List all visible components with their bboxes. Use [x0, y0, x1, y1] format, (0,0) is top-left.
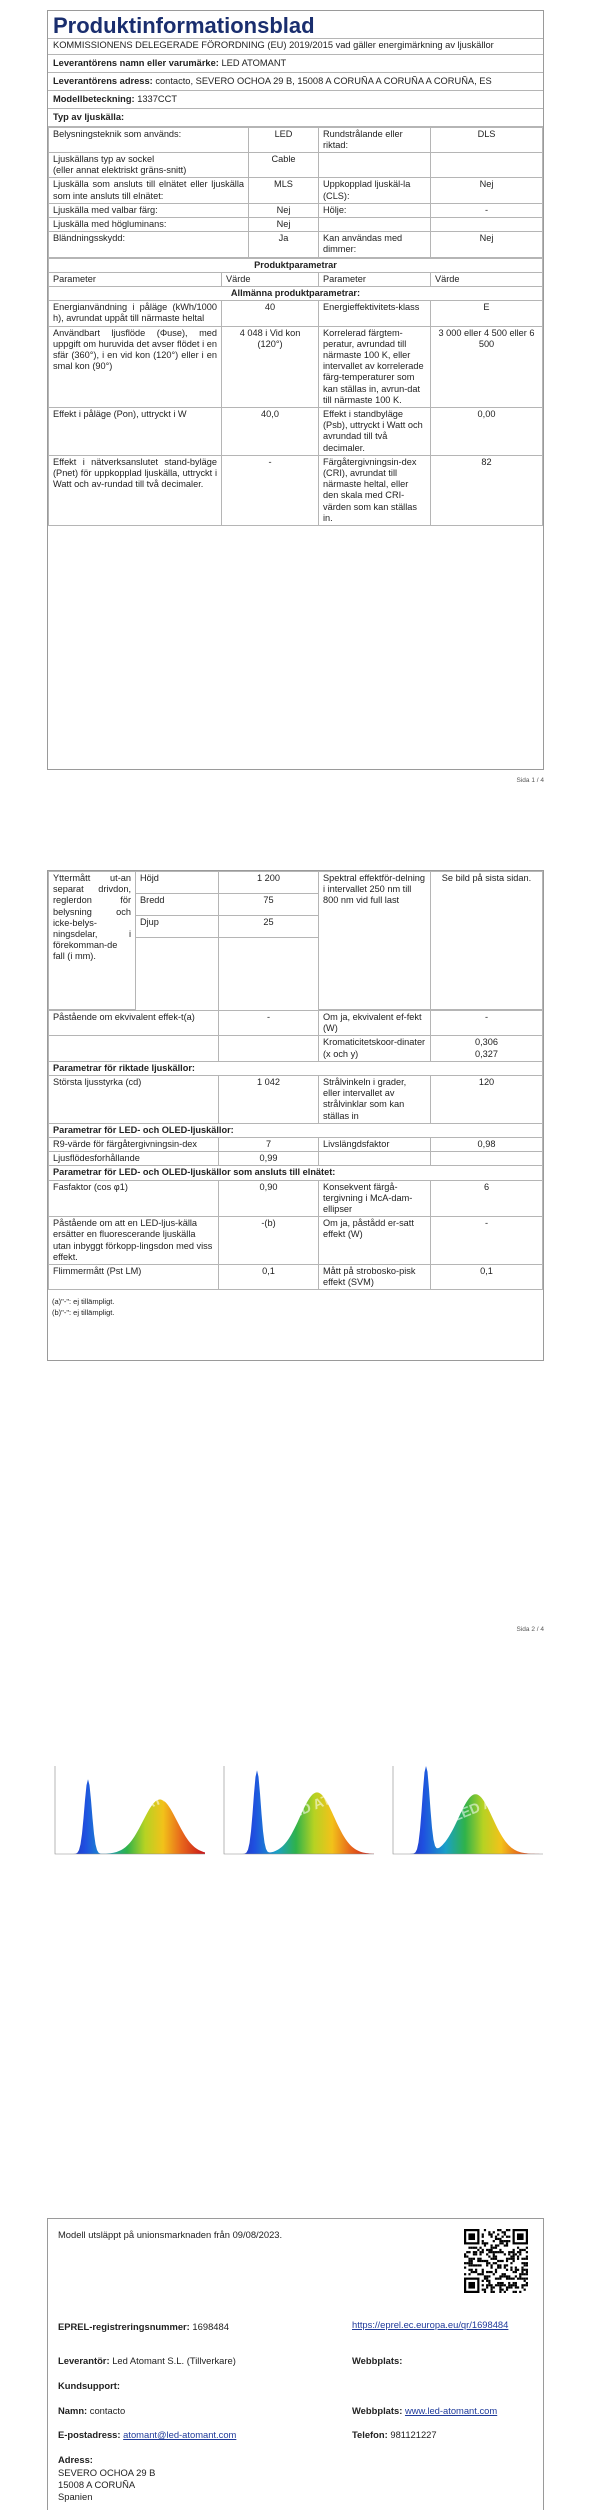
general-param-param: Energianvändning i påläge (kWh/1000 h), avrundat uppåt till närmaste heltal: [49, 301, 222, 326]
email-row: [58, 2429, 236, 2441]
spectrum-plot: [45, 1762, 210, 1866]
mains-param-value-2: 0,1: [431, 1265, 543, 1290]
address-line-1: SEVERO OCHOA 29 B: [58, 2467, 156, 2478]
mains-param-value: 0,90: [219, 1180, 319, 1217]
spectrum-plot: [383, 1762, 548, 1866]
mains-param-param: Påstående om att en LED-ljus-källa ersätter en fluorescerande ljuskälla utan inbyggt förkopp-lingsdon med viss effekt.: [49, 1217, 219, 1265]
mains-param-row: [49, 1217, 543, 1265]
light-type-heading: Typ av ljuskälla:: [48, 109, 543, 127]
placed-on-market: Modell utsläppt på unionsmarknaden från 09/08/2023.: [58, 2229, 283, 2240]
directional-param-row: [49, 1076, 543, 1124]
general-param-value-2: 3 000 eller 4 500 eller 6 500: [431, 326, 543, 407]
general-param-param-2: Färgåtergivningsin-dex (CRI), avrundat till närmaste heltal, eller den skala med CRI-värden som kan ställas in.: [319, 455, 431, 525]
light-type-row: [49, 203, 543, 217]
dim-width-label: Bredd: [136, 893, 219, 915]
page-1-sheet: [47, 10, 544, 770]
light-type-value-2: [431, 152, 543, 177]
name-row: [58, 2405, 125, 2417]
light-type-param-2: Hölje:: [319, 203, 431, 217]
light-type-param-2: Rundstrålande eller riktad:: [319, 127, 431, 152]
mains-param-param-2: Om ja, påstådd er-satt effekt (W): [319, 1217, 431, 1265]
general-params-title: Allmänna produktparametrar:: [49, 286, 543, 300]
equiv-param-param-2: Kromaticitetskoor-dinater (x och y): [319, 1036, 431, 1061]
watermark-logo: LED ATOMANT: [450, 1771, 548, 1825]
led-param-value: 7: [219, 1138, 319, 1152]
spectral-chart-6500k: [383, 1762, 548, 1866]
mains-param-param-2: Konsekvent färgå-tergivning i McA-dam-ellipser: [319, 1180, 431, 1217]
general-param-param-2: Energieffektivitets-klass: [319, 301, 431, 326]
led-title: Parametrar för LED- och OLED-ljuskällor:: [49, 1123, 543, 1137]
general-param-value-2: 0,00: [431, 407, 543, 455]
col-header-value: Värde: [222, 272, 319, 286]
dim-depth-label: Djup: [136, 915, 219, 937]
page-title: Produktinformationsblad: [48, 11, 543, 39]
spectral-charts: [45, 1762, 550, 1866]
dim-spacer: [136, 937, 219, 1010]
light-type-param: Bländningsskydd:: [49, 232, 249, 257]
dim-height-value: 1 200: [219, 872, 319, 894]
eprel-link[interactable]: https://eprel.ec.europa.eu/qr/1698484: [352, 2319, 509, 2330]
general-param-row: [49, 455, 543, 525]
led-param-param-2: [319, 1152, 431, 1166]
spectral-value: Se bild på sista sidan.: [431, 872, 543, 1010]
model-label: Modellbeteckning:: [53, 93, 135, 104]
light-type-value-2: [431, 217, 543, 231]
led-param-row: [49, 1152, 543, 1166]
equiv-param-value: -: [219, 1011, 319, 1036]
supplier-name-value: LED ATOMANT: [221, 57, 287, 68]
support-label: Kundsupport:: [58, 2380, 120, 2391]
dimensions-table: [48, 871, 543, 1010]
col-header-param: Parameter: [49, 272, 222, 286]
address-line-2: 15008 A CORUÑA: [58, 2479, 136, 2490]
website2-row: [352, 2405, 497, 2417]
mains-param-row: [49, 1265, 543, 1290]
website2-label: Webbplats:: [352, 2405, 403, 2416]
page2-params-table: [48, 1010, 543, 1290]
light-type-param: Ljuskällans typ av sockel (eller annat elektriskt gräns-snitt): [49, 152, 249, 177]
equiv-param-value-2: 0,306 0,327: [431, 1036, 543, 1061]
light-type-value: Nej: [249, 217, 319, 231]
address-line-3: Spanien: [58, 2491, 93, 2502]
phone-label: Telefon:: [352, 2429, 388, 2440]
light-type-param: Ljuskälla med högluminans:: [49, 217, 249, 231]
product-params-table: [48, 258, 543, 526]
led-param-value-2: 0,98: [431, 1138, 543, 1152]
mains-param-value-2: 6: [431, 1180, 543, 1217]
led-param-param: R9-värde för färgåtergivningsin-dex: [49, 1138, 219, 1152]
directional-title: Parametrar för riktade ljuskällor:: [49, 1061, 543, 1075]
mains-param-param: Fasfaktor (cos φ1): [49, 1180, 219, 1217]
light-type-param-2: Uppkopplad ljuskäl-la (CLS):: [319, 178, 431, 203]
mains-param-row: [49, 1180, 543, 1217]
website-link[interactable]: www.led-atomant.com: [404, 2405, 498, 2416]
supplier-address-label: Leverantörens adress:: [53, 75, 153, 86]
supplier-name-label: Leverantörens namn eller varumärke:: [53, 57, 219, 68]
mains-param-value: -(b): [219, 1217, 319, 1265]
email-label: E-postadress:: [58, 2429, 121, 2440]
light-type-param: Ljuskälla som ansluts till elnätet eller ljuskälla som inte ansluts till elnätet:: [49, 178, 249, 203]
spectrum-plot: [214, 1762, 379, 1866]
light-type-param: Ljuskälla med valbar färg:: [49, 203, 249, 217]
supplier-address-value: contacto, SEVERO OCHOA 29 B, 15008 A CORUÑA A CORUÑA A CORUÑA, ES: [155, 75, 492, 86]
params-section-title: Produktparametrar: [49, 258, 543, 272]
general-param-value-2: 82: [431, 455, 543, 525]
mains-param-value-2: -: [431, 1217, 543, 1265]
light-type-value: LED: [249, 127, 319, 152]
dimensions-label: Yttermått ut-an separat drivdon, reglerdon för belysning och icke-belys-ningsdelar, i förekomman-de fall (i mm).: [49, 872, 136, 1010]
light-type-table: [48, 127, 543, 258]
phone-row: [352, 2429, 437, 2441]
email-link[interactable]: atomant@led-atomant.com: [123, 2429, 237, 2440]
page-number-1: Sida 1 / 4: [516, 777, 544, 784]
mains-param-value: 0,1: [219, 1265, 319, 1290]
supplier-address-row: [48, 73, 543, 91]
equiv-param-row: [49, 1011, 543, 1036]
general-param-row: [49, 407, 543, 455]
light-type-value: MLS: [249, 178, 319, 203]
mains-title: Parametrar för LED- och OLED-ljuskällor som ansluts till elnätet:: [49, 1166, 543, 1180]
general-param-value: 40,0: [222, 407, 319, 455]
model-value: 1337CCT: [137, 93, 178, 104]
phone-value: 981121227: [390, 2429, 437, 2440]
page-number-2: Sida 2 / 4: [516, 1626, 544, 1633]
website-label: Webbplats:: [352, 2355, 403, 2366]
regulation-subtitle: KOMMISSIONENS DELEGERADE FÖRORDNING (EU) 2019/2015 vad gäller energimärkning av ljuskällor: [48, 39, 543, 55]
spectral-chart-3000k: [45, 1762, 210, 1866]
col-header-param-2: Parameter: [319, 272, 431, 286]
eprel-number: 1698484: [192, 2321, 229, 2332]
directional-param-param: Största ljusstyrka (cd): [49, 1076, 219, 1124]
directional-param-param-2: Strålvinkeln i grader, eller intervallet av strålvinklar som kan ställas in: [319, 1076, 431, 1124]
general-param-value: 4 048 i Vid kon (120°): [222, 326, 319, 407]
light-type-value: Nej: [249, 203, 319, 217]
light-type-param: Belysningsteknik som används:: [49, 127, 249, 152]
light-type-value-2: -: [431, 203, 543, 217]
equiv-param-param: [49, 1036, 219, 1061]
light-type-param-2: [319, 217, 431, 231]
directional-param-value: 1 042: [219, 1076, 319, 1124]
footnote-b: (b)"-": ej tillämpligt.: [52, 1308, 115, 1318]
light-type-row: [49, 232, 543, 257]
spectral-chart-4500k: [214, 1762, 379, 1866]
page-2-sheet: [47, 870, 544, 1361]
eprel-info-box: [47, 2218, 544, 2510]
equiv-param-param-2: Om ja, ekvivalent ef-fekt (W): [319, 1011, 431, 1036]
eprel-label: EPREL-registreringsnummer:: [58, 2321, 190, 2332]
address-label: Adress:: [58, 2454, 93, 2465]
led-param-value: 0,99: [219, 1152, 319, 1166]
spectral-label: Spektral effektför-delning i intervallet 250 nm till 800 nm vid full last: [319, 872, 431, 1010]
light-type-value: Ja: [249, 232, 319, 257]
general-param-value: -: [222, 455, 319, 525]
equiv-param-param: Påstående om ekvivalent effek-t(a): [49, 1011, 219, 1036]
light-type-row: [49, 178, 543, 203]
led-param-param-2: Livslängdsfaktor: [319, 1138, 431, 1152]
general-param-row: [49, 326, 543, 407]
equiv-param-row: [49, 1036, 543, 1061]
light-type-row: [49, 127, 543, 152]
watermark-logo: LED ATOMANT: [112, 1771, 210, 1825]
general-param-param-2: Effekt i standbyläge (Psb), uttryckt i Watt och avrundad till två decimaler.: [319, 407, 431, 455]
qr-code-icon[interactable]: [464, 2229, 528, 2293]
light-type-value-2: Nej: [431, 232, 543, 257]
footnote-a: (a)"-": ej tillämpligt.: [52, 1297, 115, 1307]
led-param-param: Ljusflödesforhållande: [49, 1152, 219, 1166]
general-param-param: Effekt i nätverksanslutet stand-byläge (Pnet) för uppkopplad ljuskälla, uttryckt i Watt och av-rundad till två decimaler.: [49, 455, 222, 525]
light-type-value-2: Nej: [431, 178, 543, 203]
supplier-value: Led Atomant S.L. (Tillverkare): [112, 2355, 236, 2366]
dim-depth-value: 25: [219, 915, 319, 937]
dim-height-label: Höjd: [136, 872, 219, 894]
eprel-row: [58, 2321, 229, 2333]
light-type-row: [49, 217, 543, 231]
general-param-param-2: Korrelerad färgtem-peratur, avrundad till närmaste 100 K, eller intervallet av korrelerade färg-temperaturer som kan ställas in, avrun-dat till närmaste 100 K.: [319, 326, 431, 407]
light-type-param-2: [319, 152, 431, 177]
dim-width-value: 75: [219, 893, 319, 915]
general-param-param: Effekt i påläge (Pon), uttryckt i W: [49, 407, 222, 455]
supplier-row: [58, 2355, 236, 2367]
general-param-param: Användbart ljusflöde (Φuse), med uppgift om huruvida det avser flödet i en sfär (360°), i en vid kon (120°) eller i en smal kon (90°): [49, 326, 222, 407]
directional-param-value-2: 120: [431, 1076, 543, 1124]
mains-param-param-2: Mått på strobosko-pisk effekt (SVM): [319, 1265, 431, 1290]
general-param-value: 40: [222, 301, 319, 326]
led-param-value-2: [431, 1152, 543, 1166]
general-param-row: [49, 301, 543, 326]
model-row: [48, 91, 543, 109]
dim-spacer-2: [219, 937, 319, 1010]
light-type-value-2: DLS: [431, 127, 543, 152]
supplier-label: Leverantör:: [58, 2355, 110, 2366]
light-type-value: Cable: [249, 152, 319, 177]
led-param-row: [49, 1138, 543, 1152]
name-value: contacto: [89, 2405, 126, 2416]
mains-param-param: Flimmermått (Pst LM): [49, 1265, 219, 1290]
col-header-value-2: Värde: [431, 272, 543, 286]
light-type-row: [49, 152, 543, 177]
equiv-param-value: [219, 1036, 319, 1061]
watermark-logo: LED ATOMANT: [281, 1771, 379, 1825]
name-label: Namn:: [58, 2405, 88, 2416]
equiv-param-value-2: -: [431, 1011, 543, 1036]
general-param-value-2: E: [431, 301, 543, 326]
supplier-name-row: [48, 55, 543, 73]
light-type-param-2: Kan användas med dimmer:: [319, 232, 431, 257]
